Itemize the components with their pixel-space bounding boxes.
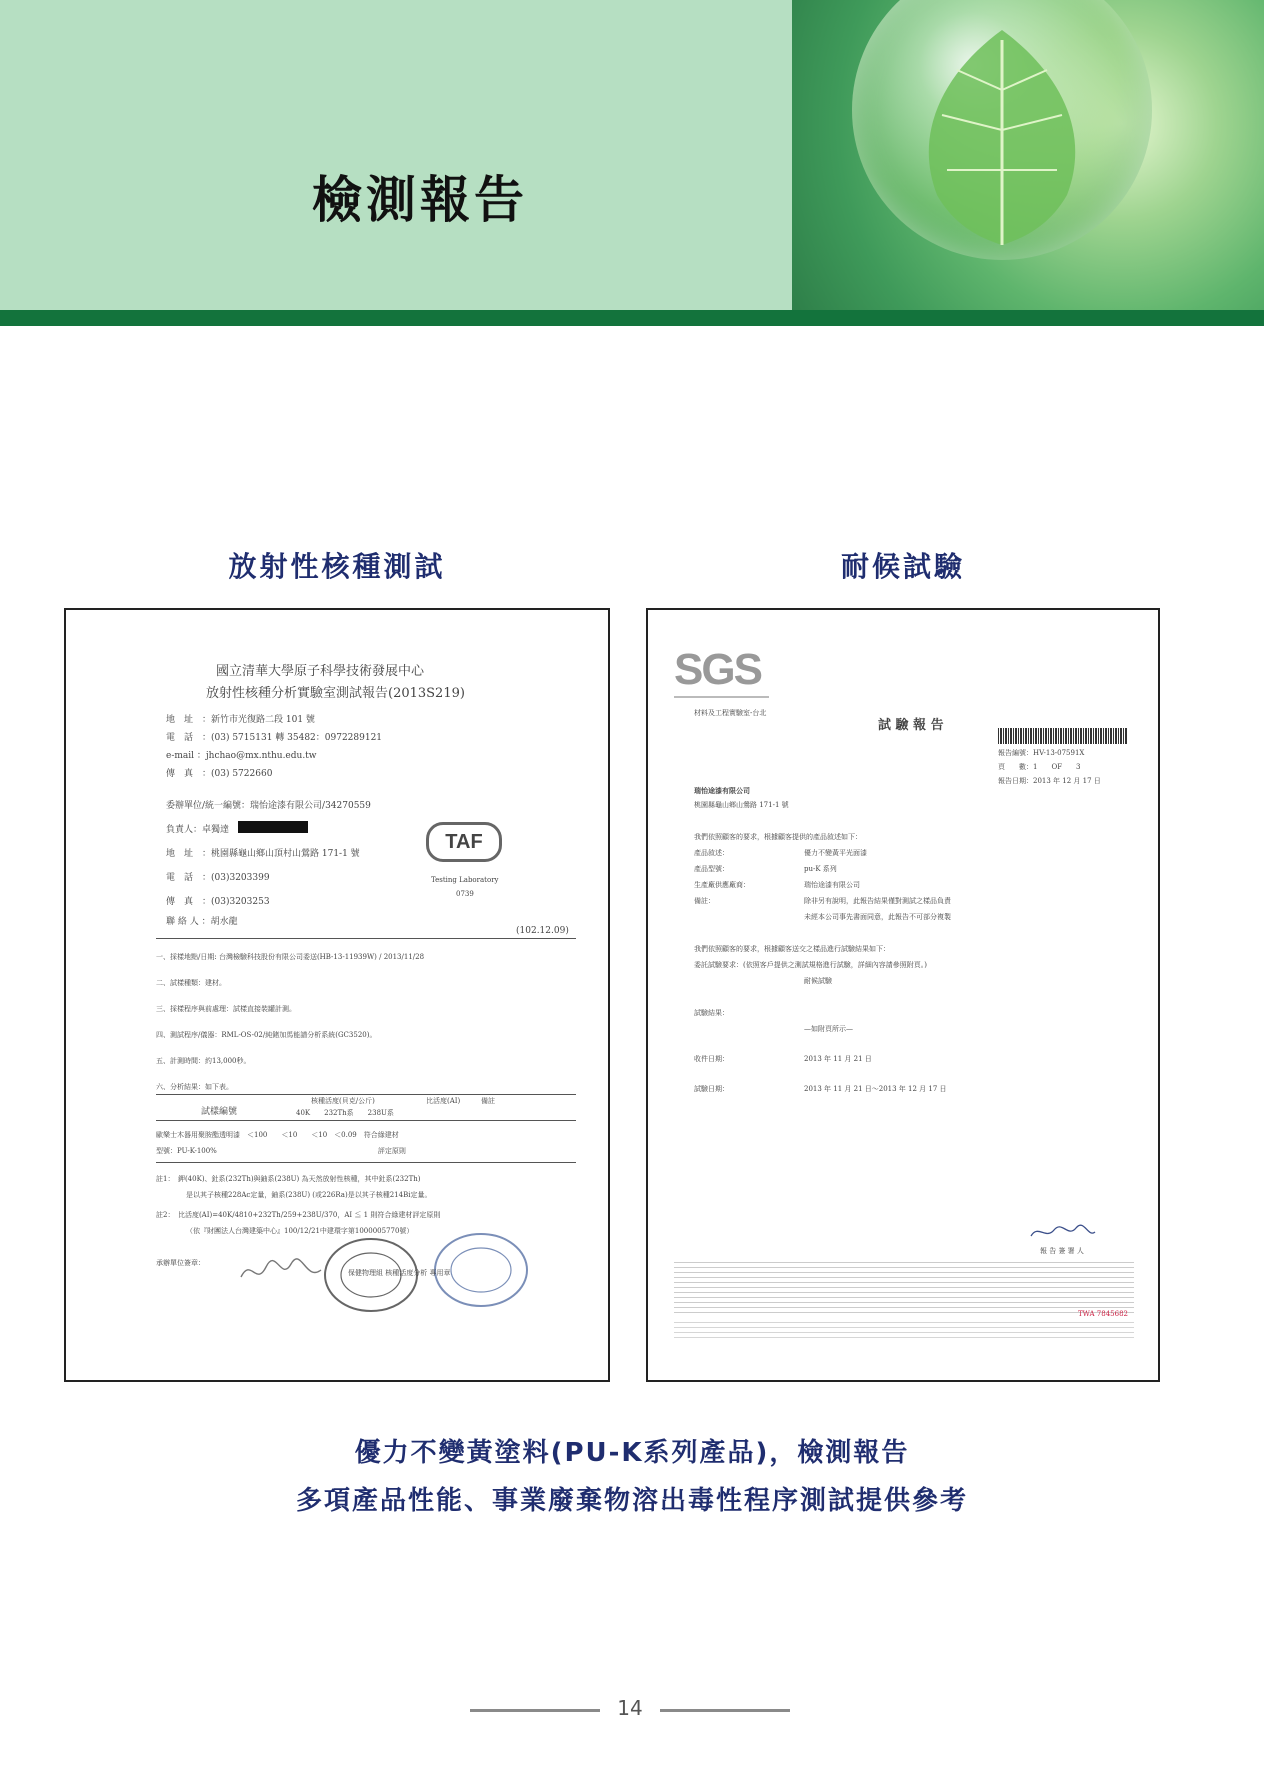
sign-label: 承辦單位簽章： (156, 1259, 205, 1267)
handwritten-signature-icon (236, 1252, 326, 1292)
doc-date: (102.12.09) (516, 926, 569, 936)
redaction-bar (238, 821, 308, 833)
handwritten-signature-icon (1028, 1222, 1098, 1242)
taf-lab-label: Testing Laboratory (431, 876, 499, 884)
header-band (0, 310, 1264, 326)
result-label: 試驗結果： (694, 1009, 729, 1017)
taf-lab-number: 0739 (456, 890, 474, 898)
table-row-1: 歐樂士木器用聚胺酯透明漆 ＜100 ＜10 ＜10 ＜0.09 符合綠建材 (156, 1131, 399, 1139)
report-signer: 報 告 簽 署 人 (1040, 1247, 1084, 1255)
doc-item-1: 一、採樣地點/日期: 台灣檢驗科技股份有限公司委送(HB-13-11939W) / 2013/11/28 (156, 953, 425, 961)
weathering-test-report-scan (646, 608, 1160, 1382)
report-pages: 頁 數：1 OF 3 (998, 763, 1081, 771)
product-model-label: 產品型號： (694, 865, 729, 873)
doc-item-5: 五、計測時間：約13,000秒。 (156, 1057, 251, 1065)
result-value: —如附頁所示— (804, 1025, 853, 1033)
barcode-icon (998, 728, 1128, 744)
received-date-value: 2013 年 11 月 21 日 (804, 1055, 872, 1063)
logo-underline (674, 696, 769, 698)
leaf-icon (907, 20, 1097, 250)
note-1-continued: 是以其子核種228Ac定量，鈾系(238U) (或226Ra)是以其子核種214Bi定量。 (186, 1191, 432, 1199)
table-header-sample: 試樣編號 (201, 1107, 238, 1117)
doc-item-3: 三、採樣程序與前處理：試樣直接裝罐計測。 (156, 1005, 296, 1013)
maker-label: 生產廠供應廠商： (694, 881, 750, 889)
taf-logo: TAF (426, 822, 502, 862)
page-number-footer (470, 1694, 790, 1724)
report-number: 報告編號：HV-13-07591X (998, 749, 1085, 757)
doc-lab: 材料及工程實驗室-台北 (694, 709, 767, 717)
section-label-weathering: 耐候試驗 (840, 550, 965, 583)
table-header-remark: 備註 (481, 1097, 495, 1105)
request-value: 耐候試驗 (804, 977, 832, 985)
section-label-radioactive: 放射性核種測試 (228, 550, 446, 583)
remark-line-2: 未經本公司事先書面同意，此報告不可部分複製 (804, 913, 951, 921)
doc-address: 地 址 ：新竹市光復路二段 101 號 (166, 715, 315, 725)
doc-title: 試 驗 報 告 (878, 718, 944, 733)
report-date: 報告日期：2013 年 12 月 17 日 (998, 777, 1101, 785)
remark-label: 備註： (694, 897, 715, 905)
maker-value: 瑞怡途漆有限公司 (804, 881, 860, 889)
product-model-value: pu-K 系列 (804, 865, 837, 873)
leaf-bubble-photo (792, 0, 1264, 310)
page-title: 檢測報告 (312, 171, 528, 229)
intro-text: 我們依照顧客的要求，根據顧客提供的產品敘述如下： (694, 833, 862, 841)
caption-line-1: 優力不變黃塗料(PU-K系列產品)，檢測報告 (354, 1438, 910, 1468)
page-number: 14 (617, 1696, 643, 1720)
radioactive-test-report-scan (64, 608, 610, 1382)
product-desc-value: 優力不變黃平光面漆 (804, 849, 867, 857)
report-serial: TWA 7845682 (1078, 1310, 1128, 1318)
doc-item-6: 六、分析結果：如下表。 (156, 1083, 233, 1091)
doc-email: e-mail ：jhchao@mx.nthu.edu.tw (166, 751, 317, 761)
product-desc-label: 產品敘述： (694, 849, 729, 857)
doc-tel: 電 話 ：(03) 5715131 轉 35482：0972289121 (166, 733, 383, 743)
doc-owner: 負責人：卓獨達 (166, 825, 230, 835)
page-number-rule-right (660, 1709, 790, 1712)
note-2: 註2： 比活度(AI)=40K/4810+232Th/259+238U/370，AI ≦ 1 則符合綠建材評定原則 (156, 1211, 441, 1219)
test-date-value: 2013 年 11 月 21 日～2013 年 12 月 17 日 (804, 1085, 947, 1093)
table-header-activity: 核種活度(貝克/公斤) (311, 1097, 375, 1105)
doc-item-2: 二、試樣種類：建材。 (156, 979, 226, 987)
note-2-continued: （依『財團法人台灣建築中心』100/12/21中建環字第1000005770號） (186, 1227, 414, 1235)
doc-fax: 傳 真 ：(03) 5722660 (166, 769, 273, 779)
doc-client: 委辦單位/統一編號：瑞怡途漆有限公司/34270559 (166, 801, 371, 811)
doc-client-fax: 傳 真 ：(03)3203253 (166, 897, 270, 907)
doc-client-tel: 電 話 ：(03)3203399 (166, 873, 270, 883)
note-1: 註1： 鉀(40K)、釷系(232Th)與鈾系(238U) 為天然放射性核種，其中釷系(232Th) (156, 1175, 421, 1183)
test-date-label: 試驗日期： (694, 1085, 729, 1093)
doc-item-4: 四、測試程序/儀器：RML-OS-02/純鍺加馬能譜分析系統(GC3520)。 (156, 1031, 377, 1039)
divider (156, 938, 576, 939)
caption-line-2: 多項產品性能、事業廢棄物溶出毒性程序測試提供參考 (295, 1486, 968, 1516)
request-text: 委託試驗要求：(依照客戶提供之測試規格進行試驗，詳細內容請參照附頁。) (694, 961, 927, 969)
company-name: 瑞怡途漆有限公司 (694, 786, 750, 795)
fine-print-block (674, 1262, 1134, 1314)
table-header-rule (156, 1120, 576, 1121)
doc-title-2: 放射性核種分析實驗室測試報告(2013S219) (206, 686, 465, 701)
table-subheader: 40K 232Th系 238U系 (296, 1109, 394, 1117)
company-address: 桃園縣龜山鄉山鶯路 171-1 號 (694, 801, 789, 809)
doc-contact: 聯 絡 人 ：胡水龍 (166, 917, 238, 927)
doc-client-address: 地 址 ：桃園縣龜山鄉山頂村山鶯路 171-1 號 (166, 849, 360, 859)
header-banner (0, 0, 1264, 310)
sgs-logo: SGS (674, 645, 761, 694)
table-row-2: 型號：PU-K-100% 評定原則 (156, 1147, 406, 1155)
table-bottom-rule (156, 1162, 576, 1163)
table-header-ai: 比活度(AI) (426, 1097, 461, 1105)
remark-line-1: 除非另有說明，此報告結果僅對測試之樣品負責 (804, 897, 951, 905)
intro-text-2: 我們依照顧客的要求，根據顧客送交之樣品進行試驗結果如下： (694, 945, 890, 953)
doc-title-1: 國立清華大學原子科學技術發展中心 (216, 664, 425, 679)
seal-text: 保健物理組 核種活度分析 專用章 (348, 1269, 451, 1277)
footer-fine-print (674, 1322, 1134, 1338)
received-date-label: 收件日期： (694, 1055, 729, 1063)
table-top-rule (156, 1094, 576, 1095)
